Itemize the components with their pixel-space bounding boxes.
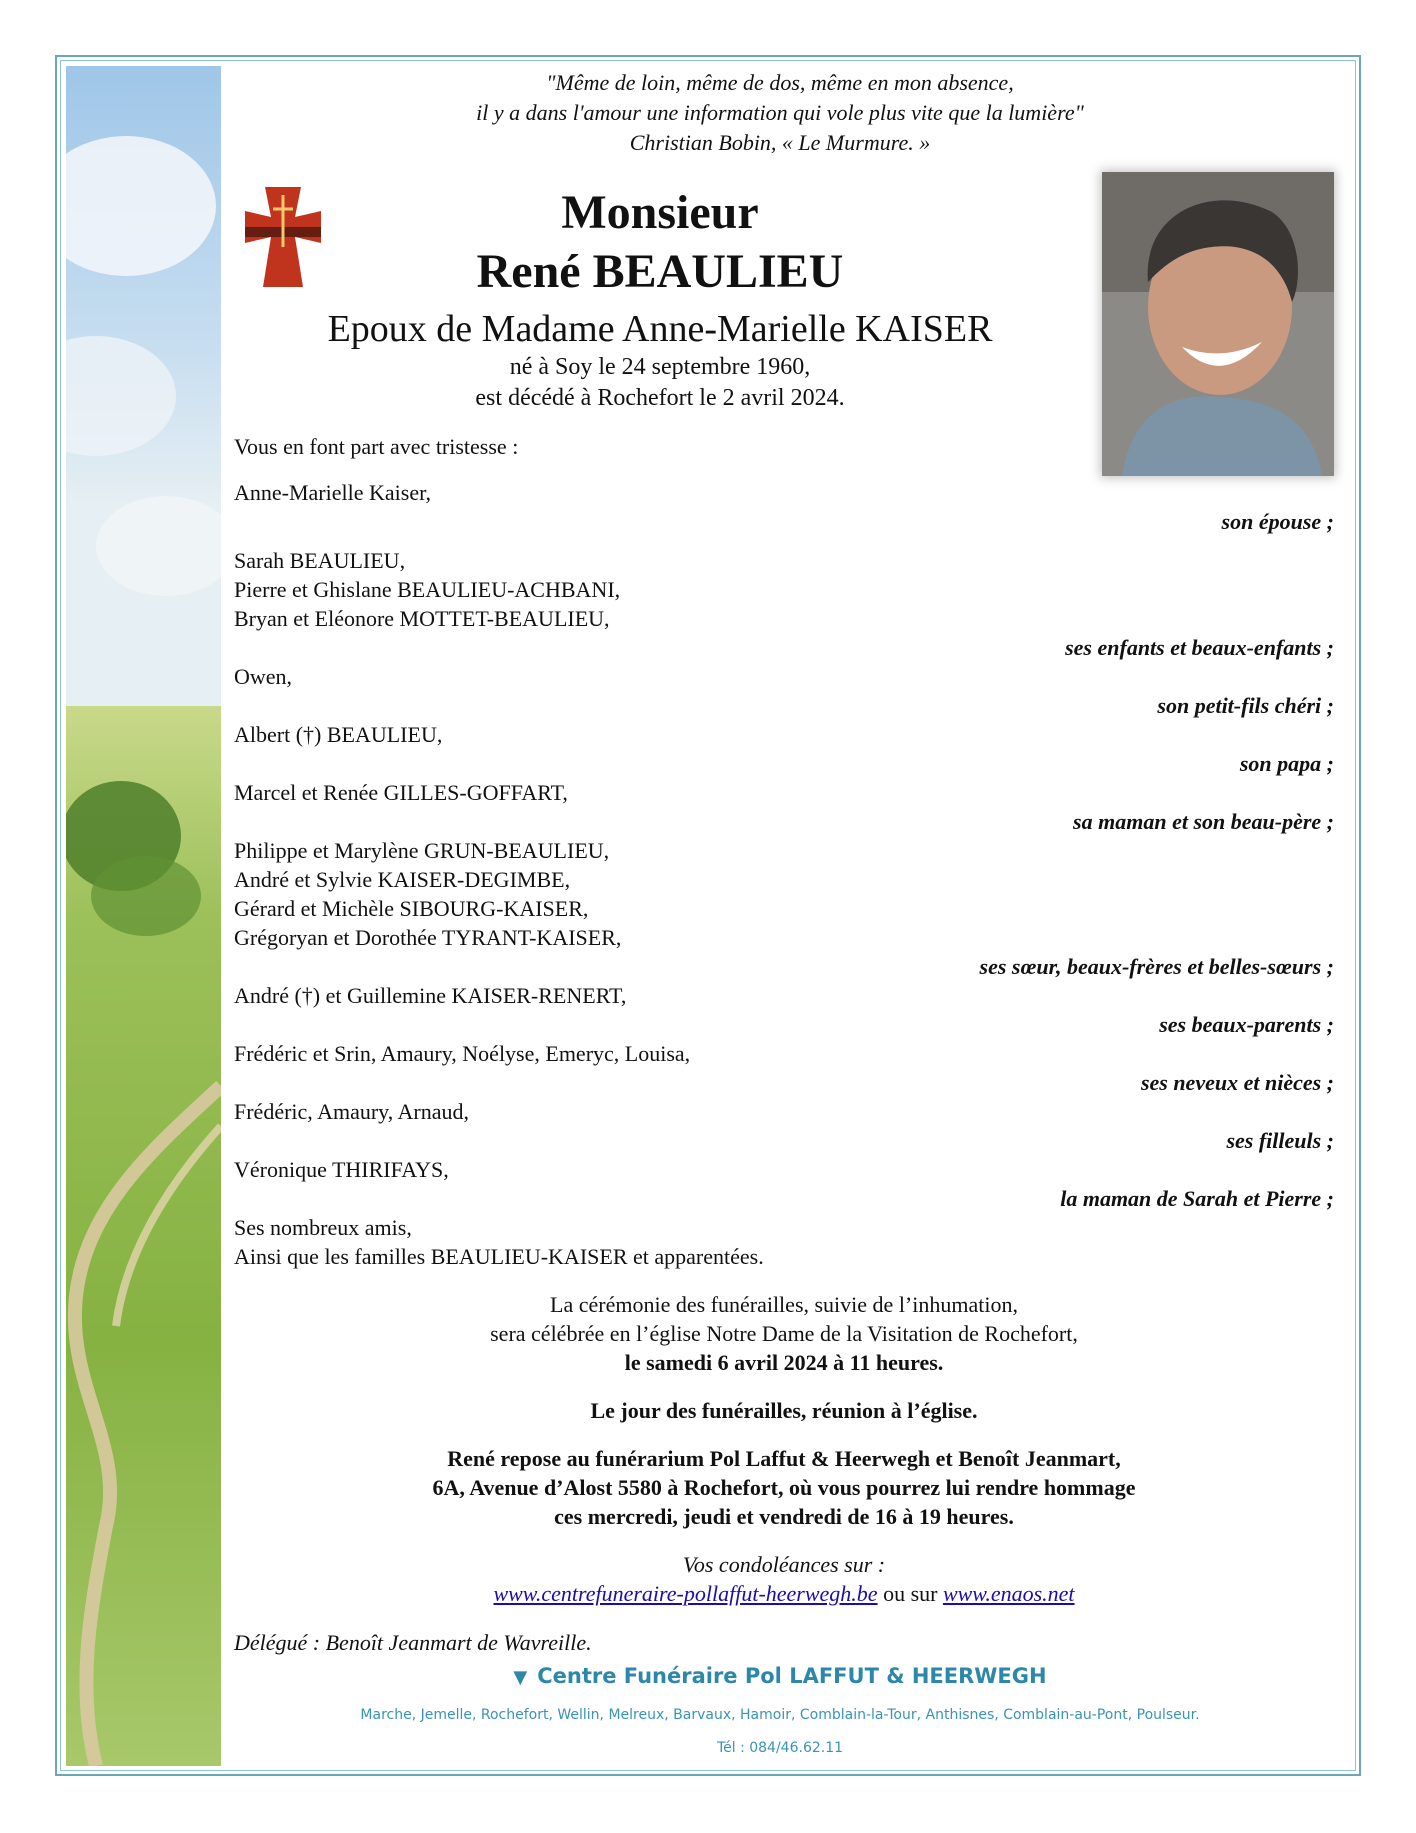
family-relation: son papa ;	[1239, 751, 1334, 776]
family-names: Frédéric, Amaury, Arnaud,	[234, 1099, 470, 1124]
deceased-name: René BEAULIEU	[476, 245, 844, 298]
rest-info-2: 6A, Avenue d’Alost 5580 à Rochefort, où vous pourrez lui rendre hommage	[432, 1475, 1136, 1500]
family-names: Véronique THIRIFAYS,	[234, 1157, 449, 1182]
family-entry	[234, 478, 1334, 536]
condolences-label: Vos condoléances sur :	[682, 1552, 886, 1577]
landscape-sidebar-image	[66, 66, 221, 1766]
birth-info: né à Soy le 24 septembre 1960,	[509, 354, 811, 380]
funeral-company-name	[230, 1664, 1330, 1688]
rest-info-3: ces mercredi, jeudi et vendredi de 16 à 19 heures.	[554, 1504, 1014, 1529]
announcement-intro: Vous en font part avec tristesse :	[234, 434, 519, 459]
family-relation: la maman de Sarah et Pierre ;	[1060, 1186, 1334, 1211]
family-names: André et Sylvie KAISER-DEGIMBE,	[234, 867, 571, 892]
family-names: Gérard et Michèle SIBOURG-KAISER,	[234, 896, 589, 921]
family-relation: ses filleuls ;	[1226, 1128, 1334, 1153]
family-entry	[234, 720, 1334, 778]
rest-info-1: René repose au funérarium Pol Laffut & Heerwegh et Benoît Jeanmart,	[447, 1446, 1121, 1471]
family-names: Grégoryan et Dorothée TYRANT-KAISER,	[234, 925, 622, 950]
family-relation: ses beaux-parents ;	[1159, 1012, 1334, 1037]
deceased-spouse: Epoux de Madame Anne-Marielle KAISER	[327, 308, 993, 350]
family-relation: ses neveux et nièces ;	[1140, 1070, 1334, 1095]
family-names: Pierre et Ghislane BEAULIEU-ACHBANI,	[234, 577, 621, 602]
family-entry	[234, 1155, 1334, 1213]
family-entry	[234, 1213, 1334, 1271]
funeral-center-link[interactable]: www.centrefuneraire-pollaffut-heerwegh.be	[493, 1581, 878, 1606]
family-names: Sarah BEAULIEU,	[234, 548, 406, 573]
family-names: Ainsi que les familles BEAULIEU-KAISER et apparentées.	[234, 1244, 764, 1269]
family-relation: son petit-fils chéri ;	[1157, 693, 1334, 718]
family-relation: son épouse ;	[1221, 509, 1334, 534]
delegate-info: Délégué : Benoît Jeanmart de Wavreille.	[234, 1630, 592, 1655]
family-names: André (†) et Guillemine KAISER-RENERT,	[234, 983, 627, 1008]
family-names: Albert (†) BEAULIEU,	[234, 722, 443, 747]
family-names: Philippe et Marylène GRUN-BEAULIEU,	[234, 838, 610, 863]
triangle-down-icon: ▼	[513, 1667, 528, 1688]
meeting-info: Le jour des funérailles, réunion à l’église.	[590, 1398, 978, 1423]
quote-line-1: "Même de loin, même de dos, même en mon absence,	[546, 70, 1014, 95]
family-names: Anne-Marielle Kaiser,	[234, 480, 432, 505]
opening-quote	[230, 68, 1330, 158]
family-entry	[234, 1039, 1334, 1097]
family-names: Bryan et Eléonore MOTTET-BEAULIEU,	[234, 606, 610, 631]
family-names: Owen,	[234, 664, 293, 689]
ceremony-date: le samedi 6 avril 2024 à 11 heures.	[624, 1350, 944, 1375]
portrait-photo	[1102, 172, 1334, 476]
family-list	[234, 478, 1334, 1271]
family-entry	[234, 662, 1334, 720]
or-text: ou sur	[877, 1581, 943, 1606]
company-phone: Tél : 084/46.62.11	[716, 1740, 844, 1756]
enaos-link[interactable]: www.enaos.net	[942, 1581, 1075, 1606]
family-entry	[234, 546, 1334, 662]
family-names: Frédéric et Srin, Amaury, Noélyse, Emeryc, Louisa,	[234, 1041, 691, 1066]
condolences-links	[234, 1579, 1334, 1608]
family-entry	[234, 1097, 1334, 1155]
deceased-title: Monsieur	[561, 186, 759, 239]
quote-author: Christian Bobin, « Le Murmure. »	[629, 130, 931, 155]
family-names: Marcel et Renée GILLES-GOFFART,	[234, 780, 568, 805]
family-relation: sa maman et son beau-père ;	[1073, 809, 1334, 834]
family-relation: ses enfants et beaux-enfants ;	[1065, 635, 1334, 660]
quote-line-2: il y a dans l'amour une information qui vole plus vite que la lumière"	[476, 100, 1084, 125]
family-names: Ses nombreux amis,	[234, 1215, 412, 1240]
death-info: est décédé à Rochefort le 2 avril 2024.	[475, 385, 845, 411]
company-label: Centre Funéraire Pol LAFFUT & HEERWEGH	[537, 1664, 1047, 1688]
family-entry	[234, 836, 1334, 981]
company-towns: Marche, Jemelle, Rochefort, Wellin, Melreux, Barvaux, Hamoir, Comblain-la-Tour, Anthisnes, Comblain-au-Pont, Poulseur.	[360, 1707, 1200, 1723]
family-entry	[234, 778, 1334, 836]
family-relation: ses sœur, beaux-frères et belles-sœurs ;	[979, 954, 1334, 979]
family-entry	[234, 981, 1334, 1039]
ceremony-section	[234, 1290, 1334, 1608]
ceremony-line-2: sera célébrée en l’église Notre Dame de la Visitation de Rochefort,	[490, 1321, 1078, 1346]
ceremony-line-1: La cérémonie des funérailles, suivie de l’inhumation,	[550, 1292, 1018, 1317]
